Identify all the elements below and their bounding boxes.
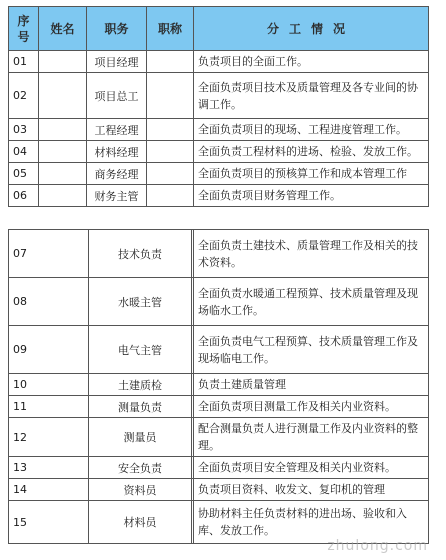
header-title: 职称 — [147, 7, 194, 51]
row-position: 材料员 — [89, 501, 192, 544]
row-title — [147, 141, 194, 163]
row-name — [39, 163, 87, 185]
row-position: 财务主管 — [87, 185, 147, 207]
row-duties: 全面负责土建技术、质量管理工作及相关的技术资料。 — [194, 230, 429, 278]
table-row — [9, 73, 429, 119]
row-position: 土建质检 — [89, 374, 192, 396]
row-number: 14 — [9, 479, 89, 501]
row-number: 02 — [9, 73, 39, 119]
table-body-part-2 — [9, 230, 429, 544]
table-row — [9, 479, 429, 501]
row-position: 安全负责 — [89, 457, 192, 479]
row-number: 08 — [9, 278, 89, 326]
row-number: 03 — [9, 119, 39, 141]
row-name — [39, 73, 87, 119]
header-index-char-2: 号 — [17, 29, 30, 44]
row-title — [147, 163, 194, 185]
row-duties: 配合测量负责人进行测量工作及内业资料的整理。 — [194, 418, 429, 457]
row-duties: 负责项目资料、收发文、复印机的管理 — [194, 479, 429, 501]
table-row — [9, 396, 429, 418]
row-number: 11 — [9, 396, 89, 418]
row-duties: 协助材料主任负责材料的进出场、验收和入库、发放工作。 — [194, 501, 429, 544]
table-row — [9, 418, 429, 457]
header-name: 姓名 — [39, 7, 87, 51]
row-number: 09 — [9, 326, 89, 374]
row-number: 06 — [9, 185, 39, 207]
row-duties: 全面负责工程材料的进场、检验、发放工作。 — [194, 141, 429, 163]
row-position: 工程经理 — [87, 119, 147, 141]
row-name — [39, 185, 87, 207]
table-row — [9, 326, 429, 374]
row-duties: 全面负责水暖通工程预算、技术质量管理及现场临水工作。 — [194, 278, 429, 326]
row-name — [39, 51, 87, 73]
row-duties: 全面负责项目测量工作及相关内业资料。 — [194, 396, 429, 418]
row-duties: 全面负责项目技术及质量管理及各专业间的协调工作。 — [194, 73, 429, 119]
row-name — [39, 119, 87, 141]
table-row — [9, 185, 429, 207]
row-position: 材料经理 — [87, 141, 147, 163]
row-position: 商务经理 — [87, 163, 147, 185]
row-position: 水暖主管 — [89, 278, 192, 326]
row-number: 01 — [9, 51, 39, 73]
row-duties: 全面负责项目财务管理工作。 — [194, 185, 429, 207]
row-duties: 全面负责项目安全管理及相关内业资料。 — [194, 457, 429, 479]
row-title — [147, 119, 194, 141]
row-duties: 全面负责电气工程预算、技术质量管理工作及现场临电工作。 — [194, 326, 429, 374]
table-body-part-1 — [9, 51, 429, 207]
table-row — [9, 278, 429, 326]
table-row — [9, 374, 429, 396]
row-number: 10 — [9, 374, 89, 396]
table-row — [9, 119, 429, 141]
row-position: 测量员 — [89, 418, 192, 457]
row-duties: 负责项目的全面工作。 — [194, 51, 429, 73]
staff-duties-table-part-2 — [8, 229, 429, 544]
watermark-text: zhulong.com — [327, 538, 428, 554]
row-position: 项目总工 — [87, 73, 147, 119]
row-number: 13 — [9, 457, 89, 479]
row-number: 12 — [9, 418, 89, 457]
row-position: 技术负责 — [89, 230, 192, 278]
row-name — [39, 141, 87, 163]
table-row — [9, 457, 429, 479]
table-row — [9, 163, 429, 185]
row-duties: 全面负责项目的现场、工程进度管理工作。 — [194, 119, 429, 141]
row-position: 测量负责 — [89, 396, 192, 418]
row-duties: 负责土建质量管理 — [194, 374, 429, 396]
row-position: 资料员 — [89, 479, 192, 501]
row-title — [147, 73, 194, 119]
header-duties: 分工情况 — [194, 7, 429, 51]
table-row — [9, 51, 429, 73]
row-duties: 全面负责项目的预核算工作和成本管理工作 — [194, 163, 429, 185]
table-row — [9, 141, 429, 163]
row-number: 15 — [9, 501, 89, 544]
table-row — [9, 501, 429, 544]
header-index — [9, 7, 39, 51]
row-number: 05 — [9, 163, 39, 185]
table-row — [9, 230, 429, 278]
row-title — [147, 185, 194, 207]
header-index-char-1: 序 — [17, 13, 30, 28]
header-position: 职务 — [87, 7, 147, 51]
staff-duties-table-part-1 — [8, 6, 429, 207]
row-position: 项目经理 — [87, 51, 147, 73]
row-number: 07 — [9, 230, 89, 278]
row-position: 电气主管 — [89, 326, 192, 374]
row-number: 04 — [9, 141, 39, 163]
page-break-gap — [0, 215, 446, 227]
table-header-row — [9, 7, 429, 51]
row-title — [147, 51, 194, 73]
